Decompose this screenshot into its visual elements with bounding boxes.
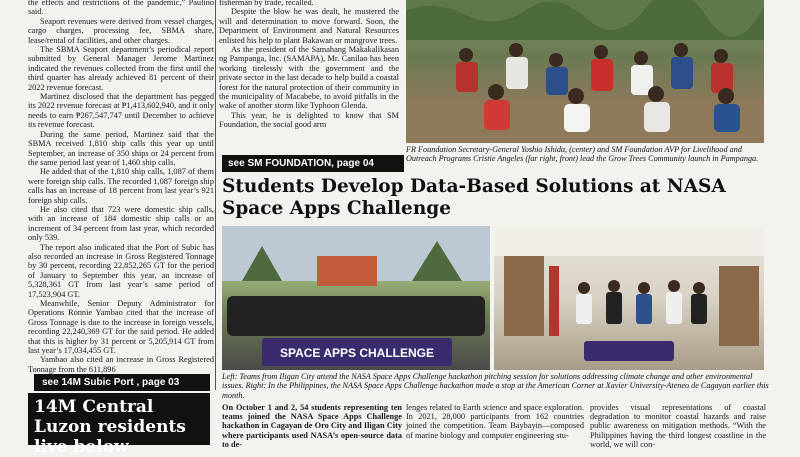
article-body: provides visual representations of coastal degradation to monitor coastal hazards and raise public awareness on mitigation methods. “With the Philippines having the third longest coastline in the world, we will con- <box>590 403 766 449</box>
group-photo-illustration <box>222 226 490 370</box>
paragraph: fisherman by trade, recalled. <box>219 0 314 7</box>
left-column <box>28 0 214 445</box>
american-corner-photo <box>494 226 764 370</box>
paragraph: During the same period, Martinez said that the SBMA received 1,810 ship calls this year up until September, an increase of 350 ships or 24 percent from the same period last year of 1,460 ship calls. <box>28 129 214 167</box>
article-column-1 <box>222 403 402 449</box>
paragraph: As the president of the Samahang Makakalikasan ng Pampanga, Inc. (SAMAPA), Mr. Canilao has been working tirelessly with the government and the private sector in the last decade to help build a coastal forest for the natural protection of their community in the municipality of Macabebe, to avoid pitfalls in the wake of another storm like Typhoon Glenda. <box>219 45 399 111</box>
iligan-team-photo <box>222 226 490 370</box>
paragraph: The report also indicated that the Port of Subic has also recorded an increase in Gross Registered Tonnage by 30 percent, recording 22,852,265 GT for the period of January to September this year, an increase of 5,328,361 GT from last year’s same period of 17,523,904 GT. <box>28 242 214 299</box>
top-photo-caption: FR Foundation Secretary-General Yoshio Ishida, (center) and SM Foundation AVP for Livelihood and Outreach Programs Cristie Angeles (far right, front) lead the Grow Trees Community launch in Pampanga. <box>406 145 759 164</box>
paragraph: The SBMA Seaport department’s periodical report submitted by General Manager Jerome Martinez indicated the revenues collected from the first until the third quarter has already achieved 81 percent of their 2022 revenue forecast. <box>28 45 214 92</box>
grow-trees-photo <box>406 0 764 143</box>
paragraph: the effects and restrictions of the pandemic,” Paulino said. <box>28 0 214 17</box>
paragraph: He also cited that 723 were domestic ship calls, with an increase of 184 domestic ship calls or an increment of 34 percent from last year, which recorded only 539. <box>28 204 214 243</box>
crowd-illustration <box>406 0 764 143</box>
article-headline: Students Develop Data-Based Solutions at NASA Space Apps Challenge <box>222 176 726 219</box>
paragraph: Despite the blow he was dealt, he mustered the will and determination to move forward. Soon, the Department of Environment and Natural Resources enlisted his help to plant Bakawan or mangrove trees. <box>219 7 399 45</box>
article-photo-caption: Left: Teams from Iligan City attend the NASA Space Apps Challenge hackathon pitching session for solutions addressing climate change and other environmental issues. Right: In the Philippines, the NASA Space Apps Challenge hackathon made a stop at the American Corner at Xavier University-Ateneo de Cagayan earlier this month. <box>222 372 769 400</box>
paragraph: This year, he is delighted to know that SM Foundation, the social good arm <box>219 110 399 130</box>
column-divider <box>215 0 216 390</box>
left-article-body <box>28 0 214 374</box>
paragraph: Seaport revenues were derived from vessel charges, cargo charges, processing fee, SBMA share, lease/rental of facilities, and other charges. <box>28 16 214 45</box>
article-column-2 <box>406 403 584 440</box>
article-column-3 <box>590 403 766 449</box>
see-continuation-link[interactable]: see SM FOUNDATION, page 04 <box>222 155 404 172</box>
bottom-headline[interactable]: 14M Central Luzon residents live below <box>28 393 210 445</box>
paragraph: Yambao also cited an increase in Gross Registered Tonnage from the 611,896 <box>28 355 214 374</box>
paragraph: He added that of the 1,810 ship calls, 1,087 of them were foreign ship calls. The recorded 1,087 foreign ship calls has an increase of 18 percent from last year’s 921 foreign ship calls. <box>28 167 215 205</box>
article-body: lenges related to Earth science and space exploration. In 2021, 28,000 participants from 162 countries joined the competition. Team Baybayin—composed of marine biology and computer engineering stu- <box>406 403 584 440</box>
banner-text: SPACE APPS CHALLENGE <box>279 346 435 360</box>
middle-column <box>219 0 401 172</box>
see-continuation-link[interactable]: see 14M Subic Port , page 03 <box>34 374 210 391</box>
article-lead: On October 1 and 2, 54 students representing ten teams joined the NASA Space Apps Challenge hackathon in Cagayan de Oro City and Iligan City where participants used NASA’s open-source data to de- <box>222 403 402 449</box>
room-photo-illustration <box>494 226 764 370</box>
paragraph: Meanwhile, Senior Deputy Administrator for Operations Ronnie Yambao cited that the increase of Gross Tonnage is due to the increase in foreign vessels, recording 22,240,369 GT for the said period. He added that this is higher by 31 percent or 5,205,914 GT from last year’s 17,034,455 GT. <box>28 299 214 356</box>
paragraph: Martinez disclosed that the department has pegged its 2022 revenue forecast at ₱1,413,602,940, and it only needs to earn ₱267,547,747 until December to achieve its revenue forecast. <box>28 92 214 130</box>
middle-article-body <box>219 0 399 130</box>
